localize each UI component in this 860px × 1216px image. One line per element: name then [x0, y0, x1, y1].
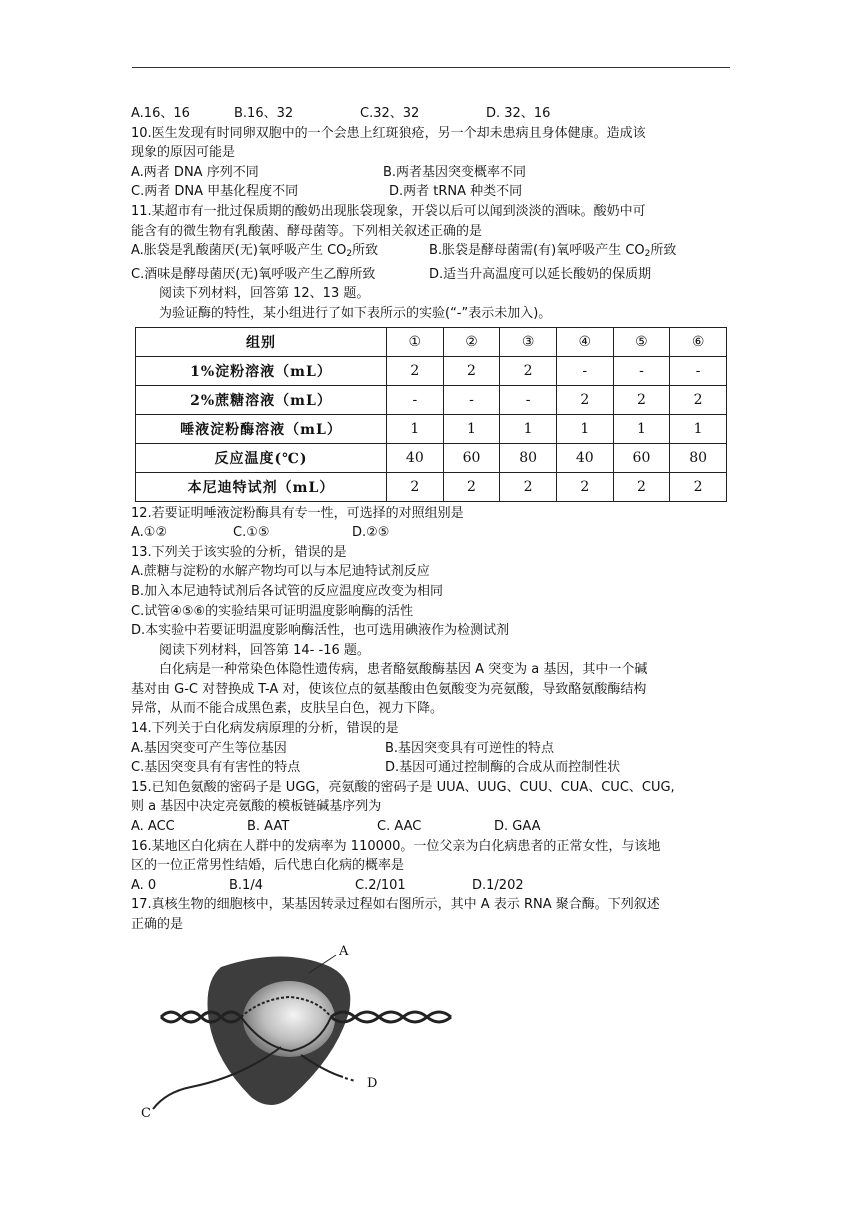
- table-cell: 唾液淀粉酶溶液（mL）: [136, 414, 387, 443]
- table-cell: 2: [500, 356, 557, 385]
- table-cell: 2: [443, 356, 500, 385]
- table-cell: 2: [556, 472, 613, 501]
- table-cell: -: [670, 356, 727, 385]
- q14-option-b: B.基因突变具有可逆性的特点: [385, 740, 555, 756]
- q14-options-ab: [131, 739, 731, 759]
- q16-stem: 16.某地区白化病在人群中的发病率为 110000。一位父亲为白化病患者的正常女性，与该地: [131, 838, 661, 854]
- transcription-figure: [131, 937, 461, 1117]
- subscript: 2: [644, 249, 651, 260]
- table-cell: 2: [500, 472, 557, 501]
- q10-option-a: A.两者 DNA 序列不同: [131, 164, 259, 180]
- q13-option-b: B.加入本尼迪特试剂后各试管的反应温度应改变为相同: [131, 583, 444, 599]
- q11-options-ab: [131, 241, 731, 265]
- q14-option-d: D.基因可通过控制酶的合成从而控制性状: [385, 760, 621, 776]
- q16-option-c: C.2/101: [355, 877, 406, 893]
- q12-options: [131, 523, 731, 543]
- table-cell: -: [613, 356, 670, 385]
- q11-option-b: [429, 241, 676, 265]
- q11-stem: 11.某超市有一批过保质期的酸奶出现胀袋现象，开袋以后可以闻到淡淡的酒味。酸奶中可: [131, 203, 646, 219]
- table-cell: 2: [387, 356, 444, 385]
- q17-stem: 17.真核生物的细胞核中，某基因转录过程如右图所示，其中 A 表示 RNA 聚合酶。下列叙述: [131, 897, 660, 913]
- table-cell: 2: [556, 385, 613, 414]
- q10-options-cd: [131, 182, 731, 202]
- q12-option-a: A.①②: [131, 525, 168, 541]
- table-row: [136, 414, 727, 443]
- table-header-cell: ⑥: [670, 327, 727, 356]
- table-cell: 本尼迪特试剂（mL）: [136, 472, 387, 501]
- q10-stem: 10.医生发现有时同卵双胞中的一个会患上红斑狼疮，另一个却未患病且身体健康。造成该: [131, 125, 646, 141]
- transcription-bubble: [243, 981, 335, 1057]
- q17-stem-cont: 正确的是: [131, 917, 184, 932]
- q15-stem-cont: 则 a 基因中决定亮氨酸的模板链碱基序列为: [131, 799, 382, 815]
- q14-option-c: C.基因突变具有有害性的特点: [131, 760, 301, 776]
- table-cell: 1: [670, 414, 727, 443]
- table-cell: 1: [387, 414, 444, 443]
- q16-option-d: D.1/202: [472, 877, 524, 893]
- q11-option-b-text: B.胀袋是酵母菌需(有)氧呼吸产生 CO: [429, 243, 645, 259]
- q11-option-c: C.酒味是酵母菌厌(无)氧呼吸产生乙醇所致: [131, 266, 376, 282]
- q13-stem: 13.下列关于该实验的分析，错误的是: [131, 544, 347, 560]
- table-header-cell: 组别: [136, 327, 387, 356]
- q9-option-d: D. 32、16: [486, 106, 551, 121]
- q11-option-a-text: A.胀袋是乳酸菌厌(无)氧呼吸产生 CO: [131, 243, 347, 259]
- table-cell: 40: [387, 443, 444, 472]
- q9-option-a: A.16、16: [131, 106, 190, 121]
- q16-stem-cont: 区的一位正常男性结婚，后代患白化病的概率是: [131, 858, 405, 874]
- reading-instruction-14-16: 阅读下列材料，回答第 14- -16 题。: [159, 642, 370, 658]
- table-row: [136, 472, 727, 501]
- table-intro: 为验证酶的特性，某小组进行了如下表所示的实验(“-”表示未加入)。: [159, 305, 552, 321]
- table-cell: 2: [670, 385, 727, 414]
- subscript: 2: [346, 249, 353, 260]
- table-header-row: [136, 327, 727, 356]
- label-d: D: [367, 1075, 378, 1091]
- table-cell: -: [500, 385, 557, 414]
- table-header-cell: ②: [443, 327, 500, 356]
- table-cell: 2: [387, 472, 444, 501]
- q12-option-c: C.①⑤: [233, 525, 270, 541]
- table-cell: 60: [443, 443, 500, 472]
- albino-passage-2: 基对由 G-C 对替换成 T-A 对，使该位点的氨基酸由色氨酸变为亮氨酸，导致酪氨酸酶结构: [131, 681, 647, 697]
- q12-stem: 12.若要证明唾液淀粉酶具有专一性，可选择的对照组别是: [131, 505, 464, 521]
- table-cell: 2: [670, 472, 727, 501]
- q13-option-c: C.试管④⑤⑥的实验结果可证明温度影响酶的活性: [131, 603, 414, 619]
- exam-page: [131, 104, 731, 1117]
- table-cell: 80: [500, 443, 557, 472]
- q11-option-a: [131, 241, 429, 265]
- q10-options-ab: [131, 163, 731, 183]
- q11-option-b-tail: 所致: [650, 243, 677, 259]
- q11-stem-cont: 能含有的微生物有乳酸菌、酵母菌等。下列相关叙述正确的是: [131, 223, 483, 239]
- albino-passage-1: 白化病是一种常染色体隐性遗传病，患者酪氨酸酶基因 A 突变为 a 基因，其中一个碱: [159, 662, 648, 678]
- q11-options-cd: [131, 265, 731, 285]
- table-cell: 1%淀粉溶液（mL）: [136, 356, 387, 385]
- table-cell: 2: [613, 385, 670, 414]
- table-header-cell: ①: [387, 327, 444, 356]
- albino-passage-3: 异常，从而不能合成黑色素，皮肤呈白色，视力下降。: [131, 701, 444, 717]
- table-cell: 2%蔗糖溶液（mL）: [136, 385, 387, 414]
- table-cell: 反应温度(℃): [136, 443, 387, 472]
- experiment-table: [135, 327, 727, 502]
- transcription-diagram: [131, 937, 461, 1117]
- header-rule: [132, 67, 730, 68]
- q15-stem: 15.已知色氨酸的密码子是 UGG，亮氨酸的密码子是 UUA、UUG、CUU、CUA、CUC、CUG,: [131, 779, 675, 795]
- q11-option-a-tail: 所致: [352, 243, 379, 259]
- table-row: [136, 385, 727, 414]
- table-cell: 2: [613, 472, 670, 501]
- q15-option-a: A. ACC: [131, 819, 175, 835]
- table-cell: 80: [670, 443, 727, 472]
- label-a: A: [339, 943, 349, 959]
- table-row: [136, 356, 727, 385]
- q15-option-c: C. AAC: [377, 819, 422, 835]
- strand-d-dash: [345, 1078, 355, 1081]
- table-cell: -: [443, 385, 500, 414]
- q9-option-c: C.32、32: [360, 106, 420, 121]
- table-header-cell: ③: [500, 327, 557, 356]
- q10-option-d: D.两者 tRNA 种类不同: [389, 184, 523, 200]
- q9-options: [131, 104, 731, 124]
- q12-option-d: D.②⑤: [352, 525, 390, 541]
- q15-options: [131, 817, 731, 837]
- table-cell: 1: [613, 414, 670, 443]
- table-row: [136, 443, 727, 472]
- q10-stem-cont: 现象的原因可能是: [131, 145, 236, 161]
- table-cell: -: [556, 356, 613, 385]
- q10-option-c: C.两者 DNA 甲基化程度不同: [131, 184, 299, 200]
- q11-option-d: D.适当升高温度可以延长酸奶的保质期: [429, 266, 652, 282]
- q15-option-d: D. GAA: [494, 819, 541, 835]
- q15-option-b: B. AAT: [247, 819, 290, 835]
- q13-option-d: D.本实验中若要证明温度影响酶活性，也可选用碘液作为检测试剂: [131, 623, 510, 639]
- label-c: C: [141, 1105, 151, 1117]
- table-cell: 2: [443, 472, 500, 501]
- q9-option-b: B.16、32: [234, 106, 294, 121]
- q16-options: [131, 876, 731, 896]
- q16-option-b: B.1/4: [229, 877, 263, 893]
- q10-option-b: B.两者基因突变概率不同: [383, 164, 527, 180]
- reading-instruction-12-13: 阅读下列材料，回答第 12、13 题。: [159, 286, 370, 302]
- q14-stem: 14.下列关于白化病发病原理的分析，错误的是: [131, 721, 399, 737]
- table-header-cell: ⑤: [613, 327, 670, 356]
- q14-options-cd: [131, 758, 731, 778]
- table-cell: 1: [556, 414, 613, 443]
- table-cell: 1: [443, 414, 500, 443]
- table-header-cell: ④: [556, 327, 613, 356]
- q13-option-a: A.蔗糖与淀粉的水解产物均可以与本尼迪特试剂反应: [131, 564, 430, 580]
- table-cell: 1: [500, 414, 557, 443]
- table-cell: 40: [556, 443, 613, 472]
- table-cell: -: [387, 385, 444, 414]
- table-cell: 60: [613, 443, 670, 472]
- q16-option-a: A. 0: [131, 877, 157, 893]
- q14-option-a: A.基因突变可产生等位基因: [131, 740, 287, 756]
